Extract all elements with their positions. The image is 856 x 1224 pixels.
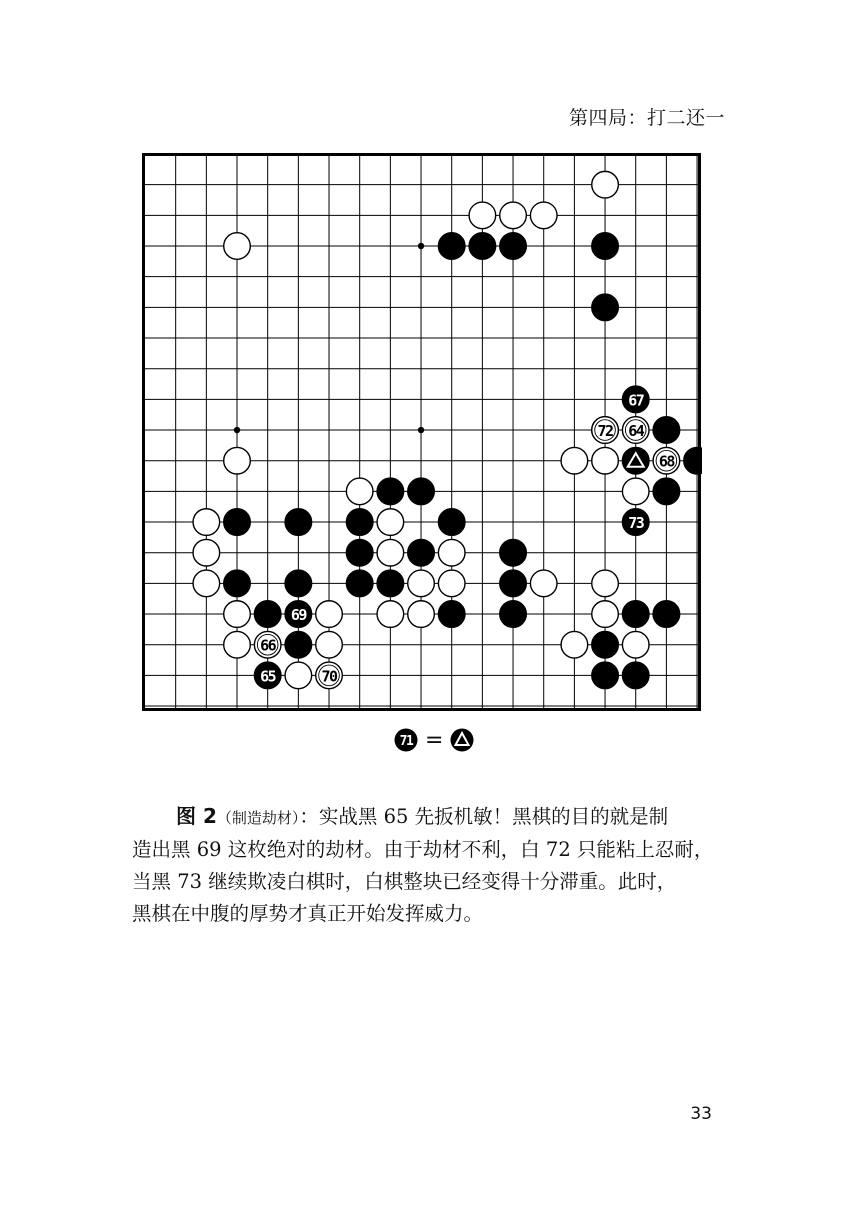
commentary-line-3: 当黑 73 继续欺凌白棋时，白棋整块已经变得十分滞重。此时， xyxy=(132,870,677,893)
figure-note: （制造劫材） xyxy=(216,809,300,827)
black-stone xyxy=(224,509,251,536)
white-stone xyxy=(438,570,465,597)
white-stone xyxy=(346,478,373,505)
commentary-paragraph xyxy=(132,800,726,930)
hoshi-point xyxy=(418,427,424,433)
white-stone xyxy=(224,601,251,628)
black-stone xyxy=(285,509,312,536)
white-stone xyxy=(285,662,312,689)
go-board-diagram xyxy=(142,153,702,711)
white-stone xyxy=(408,570,435,597)
white-stone xyxy=(530,570,557,597)
white-stone xyxy=(316,601,343,628)
white-stone xyxy=(561,447,588,474)
black-stone xyxy=(224,570,251,597)
black-stone xyxy=(285,570,312,597)
white-stone xyxy=(530,202,557,229)
black-stone xyxy=(346,539,373,566)
black-stone xyxy=(438,509,465,536)
white-stone xyxy=(561,631,588,658)
go-board-svg xyxy=(142,153,702,711)
legend-black-stone-71 xyxy=(393,727,419,753)
white-stone xyxy=(224,233,251,260)
white-stone xyxy=(224,631,251,658)
legend-stone-number: 71 xyxy=(399,734,413,749)
white-stone xyxy=(193,509,220,536)
white-stone xyxy=(469,202,496,229)
white-stone xyxy=(592,570,619,597)
black-stone xyxy=(346,509,373,536)
stone-number-label: 65 xyxy=(260,667,276,686)
commentary-line-2: 造出黑 69 这枚绝对的劫材。由于劫材不利，白 72 只能粘上忍耐， xyxy=(132,838,714,861)
white-stone xyxy=(377,509,404,536)
black-stone xyxy=(285,631,312,658)
white-stone xyxy=(377,539,404,566)
black-stone xyxy=(592,233,619,260)
black-stone xyxy=(469,233,496,260)
white-stone xyxy=(408,601,435,628)
stone-number-label: 67 xyxy=(628,391,644,410)
white-stone xyxy=(193,539,220,566)
commentary-line-4: 黑棋在中腹的厚势才真正开始发挥威力。 xyxy=(132,902,484,925)
stone-number-label: 72 xyxy=(597,422,613,441)
white-stone xyxy=(592,601,619,628)
commentary-line-1-text: ：实战黑 65 先扳机敏！黑棋的目的就是制 xyxy=(299,805,669,828)
black-stone xyxy=(592,294,619,321)
diagram-legend xyxy=(393,727,475,753)
legend-equals: = xyxy=(425,727,444,753)
stone-number-label: 64 xyxy=(628,422,644,441)
white-stone xyxy=(500,202,527,229)
black-stone xyxy=(500,570,527,597)
white-stone xyxy=(592,447,619,474)
figure-label: 图 2 xyxy=(176,804,217,828)
black-stone xyxy=(408,478,435,505)
white-stone xyxy=(438,539,465,566)
hoshi-point xyxy=(418,243,424,249)
hoshi-point xyxy=(234,427,240,433)
stone-number-label: 66 xyxy=(260,636,276,655)
black-stone xyxy=(346,570,373,597)
white-stone xyxy=(193,570,220,597)
white-stone xyxy=(622,631,649,658)
black-stone xyxy=(500,539,527,566)
commentary-line-1 xyxy=(132,800,726,834)
stone-number-label: 68 xyxy=(658,452,674,471)
white-stone xyxy=(316,631,343,658)
black-stone xyxy=(653,601,680,628)
black-stone xyxy=(377,478,404,505)
black-stone xyxy=(653,478,680,505)
black-stone xyxy=(592,631,619,658)
white-stone xyxy=(622,478,649,505)
black-stone xyxy=(254,601,281,628)
black-stone xyxy=(500,601,527,628)
black-stone xyxy=(622,662,649,689)
white-stone xyxy=(592,171,619,198)
black-stone xyxy=(438,233,465,260)
legend-triangle-stone-icon xyxy=(449,727,475,753)
black-stone xyxy=(377,570,404,597)
running-header: 第四局：打二还一 xyxy=(568,107,725,129)
stone-number-label: 69 xyxy=(290,606,306,625)
black-stone xyxy=(592,662,619,689)
black-stone xyxy=(622,601,649,628)
black-stone xyxy=(438,601,465,628)
white-stone xyxy=(224,447,251,474)
black-stone xyxy=(500,233,527,260)
stone-number-label: 70 xyxy=(321,667,337,686)
black-stone xyxy=(653,417,680,444)
black-stone xyxy=(408,539,435,566)
white-stone xyxy=(377,601,404,628)
stone-number-label: 73 xyxy=(628,514,644,533)
page-number: 33 xyxy=(690,1104,712,1124)
